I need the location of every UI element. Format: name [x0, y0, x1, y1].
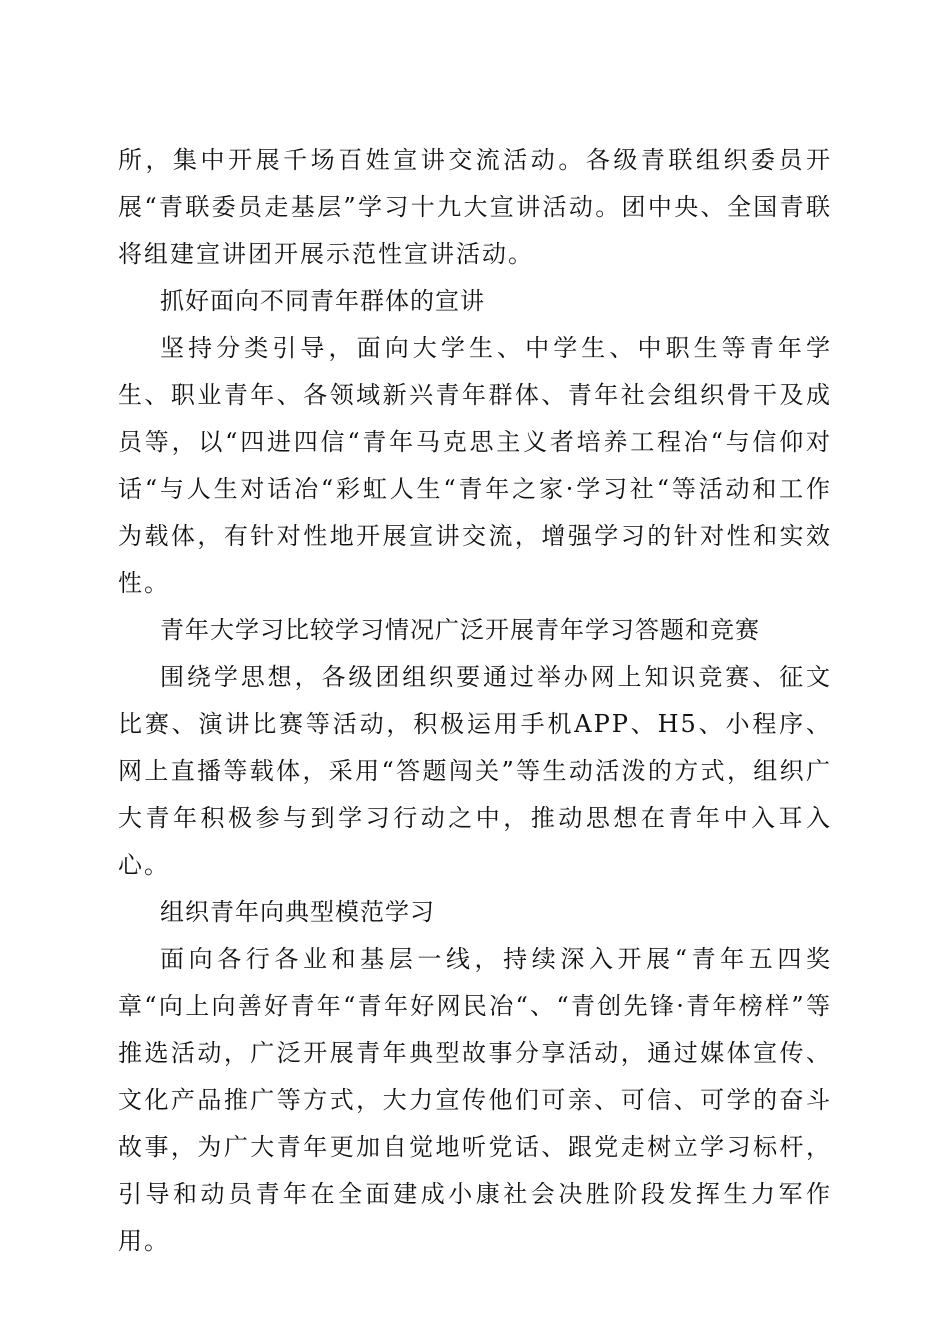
- section-heading-1: 抓好面向不同青年群体的宣讲: [160, 287, 485, 315]
- body-paragraph-2: 坚持分类引导，面向大学生、中学生、中职生等青年学生、职业青年、各领域新兴青年群体、青年社会组织骨干及成员等，以“四进四信“青年马克思主义者培养工程冶“与信仰对话“与人生对话冶“彩虹人生“青年之家·学习社“等活动和工作为载体，有针对性地开展宣讲交流，增强学习的针对性和实效性。: [118, 334, 832, 597]
- section-heading-2: 青年大学习比较学习情况广泛开展青年学习答题和竞赛: [160, 616, 760, 644]
- document-body: [118, 137, 832, 1265]
- body-paragraph-1: 所，集中开展千场百姓宣讲交流活动。各级青联组织委员开展“青联委员走基层”学习十九大宣讲活动。团中央、全国青联将组建宣讲团开展示范性宣讲活动。: [118, 146, 832, 268]
- section-heading-3: 组织青年向典型模范学习: [160, 898, 435, 926]
- body-paragraph-3: 围绕学思想，各级团组织要通过举办网上知识竞赛、征文比赛、演讲比赛等活动，积极运用手机APP、H5、小程序、网上直播等载体，采用“答题闯关”等生动活泼的方式，组织广大青年积极参与到学习行动之中，推动思想在青年中入耳入心。: [118, 663, 832, 879]
- body-paragraph-4: 面向各行各业和基层一线，持续深入开展“青年五四奖章“向上向善好青年“青年好网民冶“、“青创先锋·青年榜样”等推选活动，广泛开展青年典型故事分享活动，通过媒体宣传、文化产品推广等方式，大力宣传他们可亲、可信、可学的奋斗故事，为广大青年更加自觉地听党话、跟党走树立学习标杆，引导和动员青年在全面建成小康社会决胜阶段发挥生力军作用。: [118, 945, 832, 1255]
